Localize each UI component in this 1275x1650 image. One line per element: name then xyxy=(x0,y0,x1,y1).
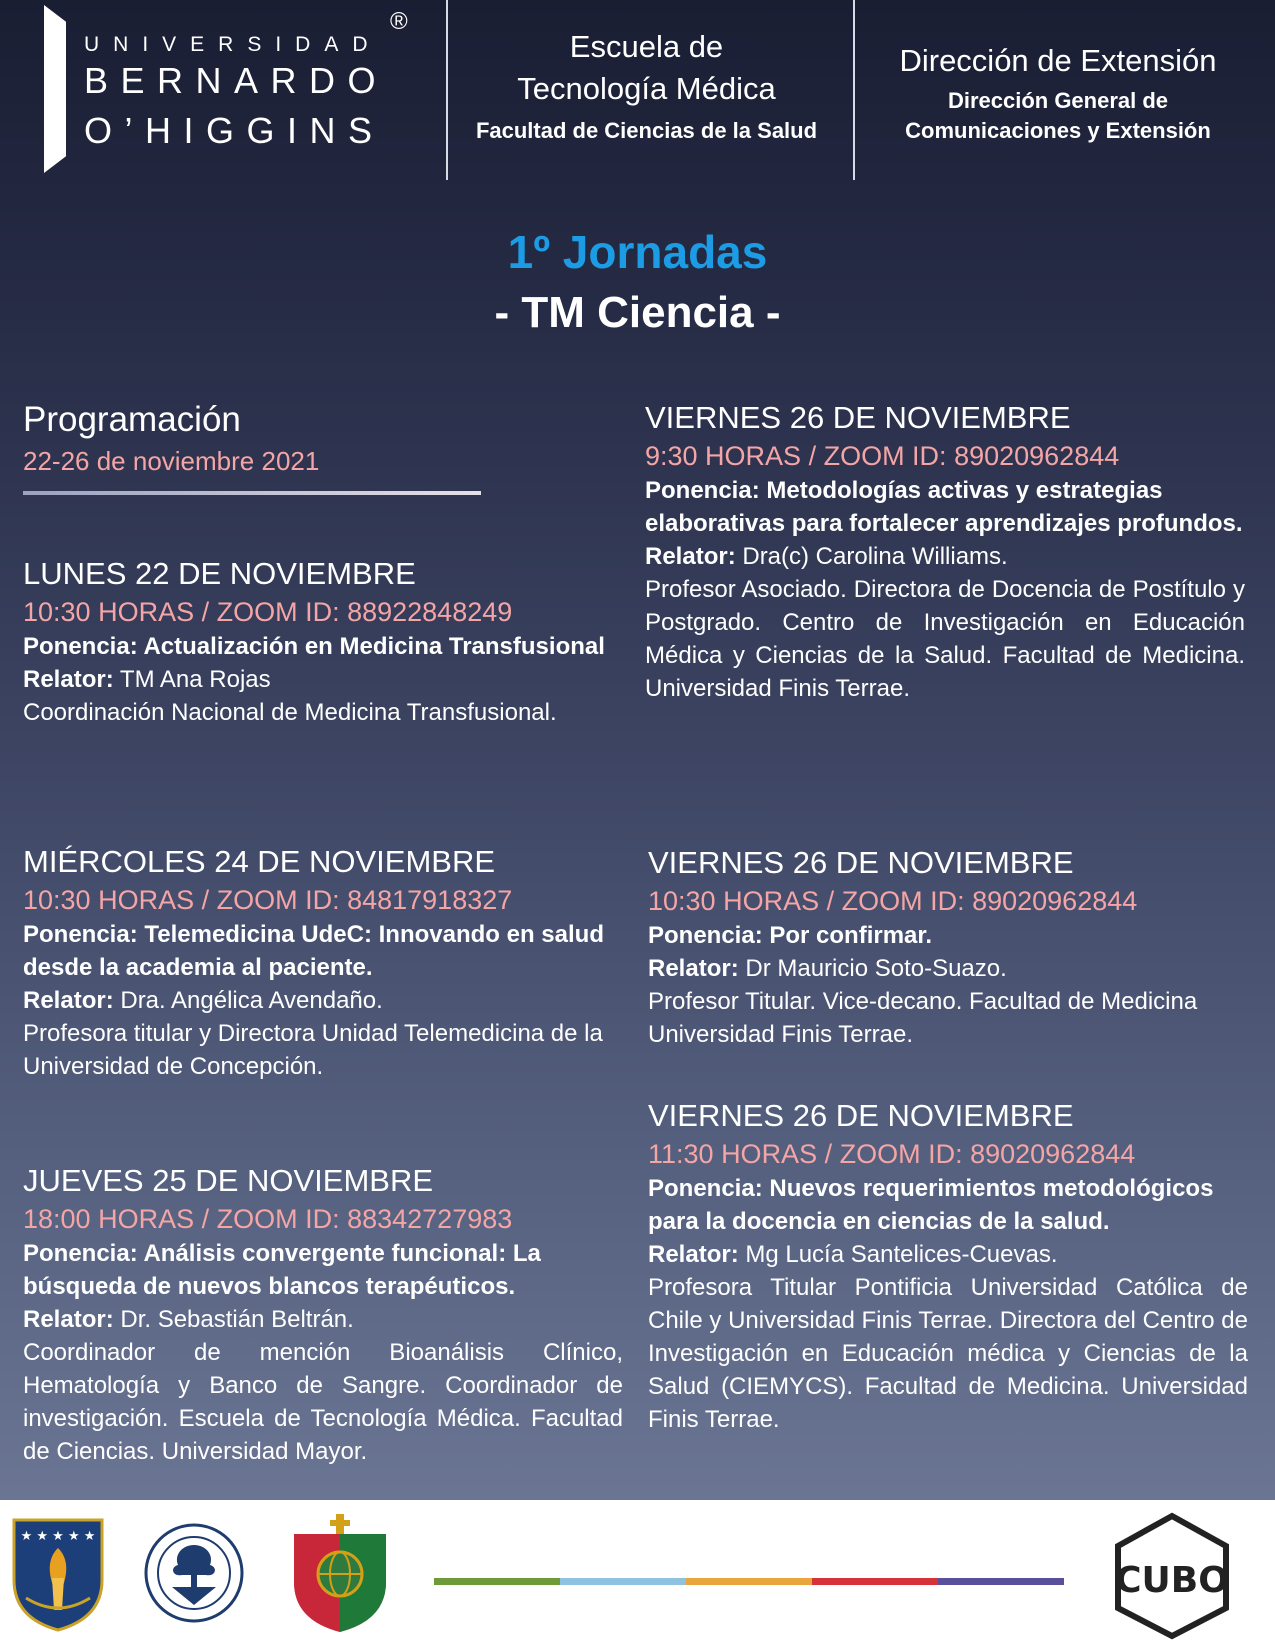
relator-label: Relator: xyxy=(23,1306,114,1333)
color-stripe-purple xyxy=(938,1578,1064,1585)
session-time: 10:30 HORAS / ZOOM ID: 89020962844 xyxy=(648,886,1138,916)
session-time: 10:30 HORAS / ZOOM ID: 88922848249 xyxy=(23,597,513,627)
color-stripe-orange xyxy=(686,1578,812,1585)
session-time: 18:00 HORAS / ZOOM ID: 88342727983 xyxy=(23,1204,513,1234)
finis-terrae-seal-logo xyxy=(142,1515,246,1633)
cubo-logo xyxy=(1110,1512,1234,1640)
extension-line1: Dirección de Extensión xyxy=(899,43,1217,78)
session-time: 9:30 HORAS / ZOOM ID: 89020962844 xyxy=(645,441,1120,471)
session-day: VIERNES 26 DE NOVIEMBRE xyxy=(648,845,1074,880)
session-relator xyxy=(23,663,623,696)
header xyxy=(0,0,1275,185)
program-dates: 22-26 de noviembre 2021 xyxy=(23,446,320,476)
ubo-logo-bar xyxy=(44,5,66,173)
svg-text:★ ★ ★ ★ ★: ★ ★ ★ ★ ★ xyxy=(20,1529,96,1544)
session-relator xyxy=(648,952,1248,985)
header-divider xyxy=(853,0,855,180)
session-bio: Profesor Titular. Vice-decano. Facultad de Medicina Universidad Finis Terrae. xyxy=(648,988,1198,1048)
university-label: UNIVERSIDAD xyxy=(84,33,382,56)
session-day: MIÉRCOLES 24 DE NOVIEMBRE xyxy=(23,844,496,879)
session-time: 10:30 HORAS / ZOOM ID: 84817918327 xyxy=(23,885,513,915)
school-line1: Escuela de xyxy=(569,29,724,64)
session-day: JUEVES 25 DE NOVIEMBRE xyxy=(23,1163,434,1198)
session-bio: Profesor Asociado. Directora de Docencia de Postítulo y Postgrado. Centro de Investigación en Educación Médica y Ciencias de la Salud. Facultad de Medicina. Universidad Finis Terrae. xyxy=(645,576,1245,702)
relator-label: Relator: xyxy=(648,955,739,982)
color-stripe-blue xyxy=(560,1578,686,1585)
session-bio: Coordinador de mención Bioanálisis Clínico, Hematología y Banco de Sangre. Coordinador de investigación. Escuela de Tecnología Médica. Facultad de Ciencias. Universidad Mayor. xyxy=(23,1339,623,1465)
session-friday-2 xyxy=(648,843,1248,1051)
relator-name: Dr. Sebastián Beltrán. xyxy=(113,1306,354,1333)
header-divider xyxy=(446,0,448,180)
registered-mark: ® xyxy=(390,8,408,35)
extension-block xyxy=(858,40,1258,146)
relator-label: Relator: xyxy=(645,543,736,570)
session-day: LUNES 22 DE NOVIEMBRE xyxy=(23,556,416,591)
school-faculty: Facultad de Ciencias de la Salud xyxy=(475,118,818,143)
session-friday-1 xyxy=(645,398,1245,705)
session-talk: Ponencia: Por confirmar. xyxy=(648,922,933,949)
session-day: VIERNES 26 DE NOVIEMBRE xyxy=(648,1098,1074,1133)
event-title: 1º Jornadas xyxy=(507,226,768,278)
relator-name: Dra. Angélica Avendaño. xyxy=(113,987,383,1014)
program-underline xyxy=(23,491,481,495)
footer-logos xyxy=(0,1500,1275,1650)
session-talk: Ponencia: Actualización en Medicina Transfusional xyxy=(23,633,605,660)
session-bio: Profesora Titular Pontificia Universidad Católica de Chile y Universidad Finis Terrae. Directora del Centro de Investigación en Educación médica y Ciencias de la Salud (CIEMYCS). Facultad de Medicina. Universidad Finis Terrae. xyxy=(648,1274,1248,1433)
shield-globe-logo xyxy=(290,1512,390,1634)
relator-label: Relator: xyxy=(648,1241,739,1268)
extension-line2: Dirección General de xyxy=(947,88,1169,113)
event-subtitle: - TM Ciencia - xyxy=(494,288,781,337)
extension-line3: Comunicaciones y Extensión xyxy=(905,118,1211,143)
session-bio: Coordinación Nacional de Medicina Transfusional. xyxy=(23,699,557,726)
relator-name: TM Ana Rojas xyxy=(113,666,271,693)
school-block xyxy=(449,26,844,146)
color-stripe-green xyxy=(434,1578,560,1585)
session-time: 11:30 HORAS / ZOOM ID: 89020962844 xyxy=(648,1139,1136,1169)
session-friday-3 xyxy=(648,1096,1248,1436)
session-talk: Ponencia: Metodologías activas y estrategias elaborativas para fortalecer aprendizajes profundos. xyxy=(645,477,1243,537)
relator-name: Mg Lucía Santelices-Cuevas. xyxy=(738,1241,1058,1268)
relator-name: Dr Mauricio Soto-Suazo. xyxy=(738,955,1007,982)
session-talk: Ponencia: Nuevos requerimientos metodológicos para la docencia en ciencias de la salud. xyxy=(648,1175,1214,1235)
session-relator xyxy=(648,1238,1248,1271)
university-name-line2: O’HIGGINS xyxy=(84,110,385,151)
cubo-text: CUBO xyxy=(1115,1560,1229,1601)
university-name-line1: BERNARDO xyxy=(84,60,389,101)
session-relator xyxy=(23,1303,623,1336)
session-wednesday xyxy=(23,842,608,1083)
relator-label: Relator: xyxy=(23,987,114,1014)
color-stripe-red xyxy=(812,1578,938,1585)
udec-shield-logo xyxy=(12,1518,104,1632)
session-relator xyxy=(645,540,1245,573)
school-line2: Tecnología Médica xyxy=(517,71,776,106)
relator-label: Relator: xyxy=(23,666,114,693)
relator-name: Dra(c) Carolina Williams. xyxy=(735,543,1008,570)
session-talk: Ponencia: Análisis convergente funcional: La búsqueda de nuevos blancos terapéuticos. xyxy=(23,1240,541,1300)
session-relator xyxy=(23,984,608,1017)
session-day: VIERNES 26 DE NOVIEMBRE xyxy=(645,400,1071,435)
session-talk: Ponencia: Telemedicina UdeC: Innovando en salud desde la academia al paciente. xyxy=(23,921,604,981)
session-thursday xyxy=(23,1161,623,1468)
program-title: Programación xyxy=(23,400,241,439)
session-monday xyxy=(23,554,623,729)
session-bio: Profesora titular y Directora Unidad Telemedicina de la Universidad de Concepción. xyxy=(23,1020,603,1080)
